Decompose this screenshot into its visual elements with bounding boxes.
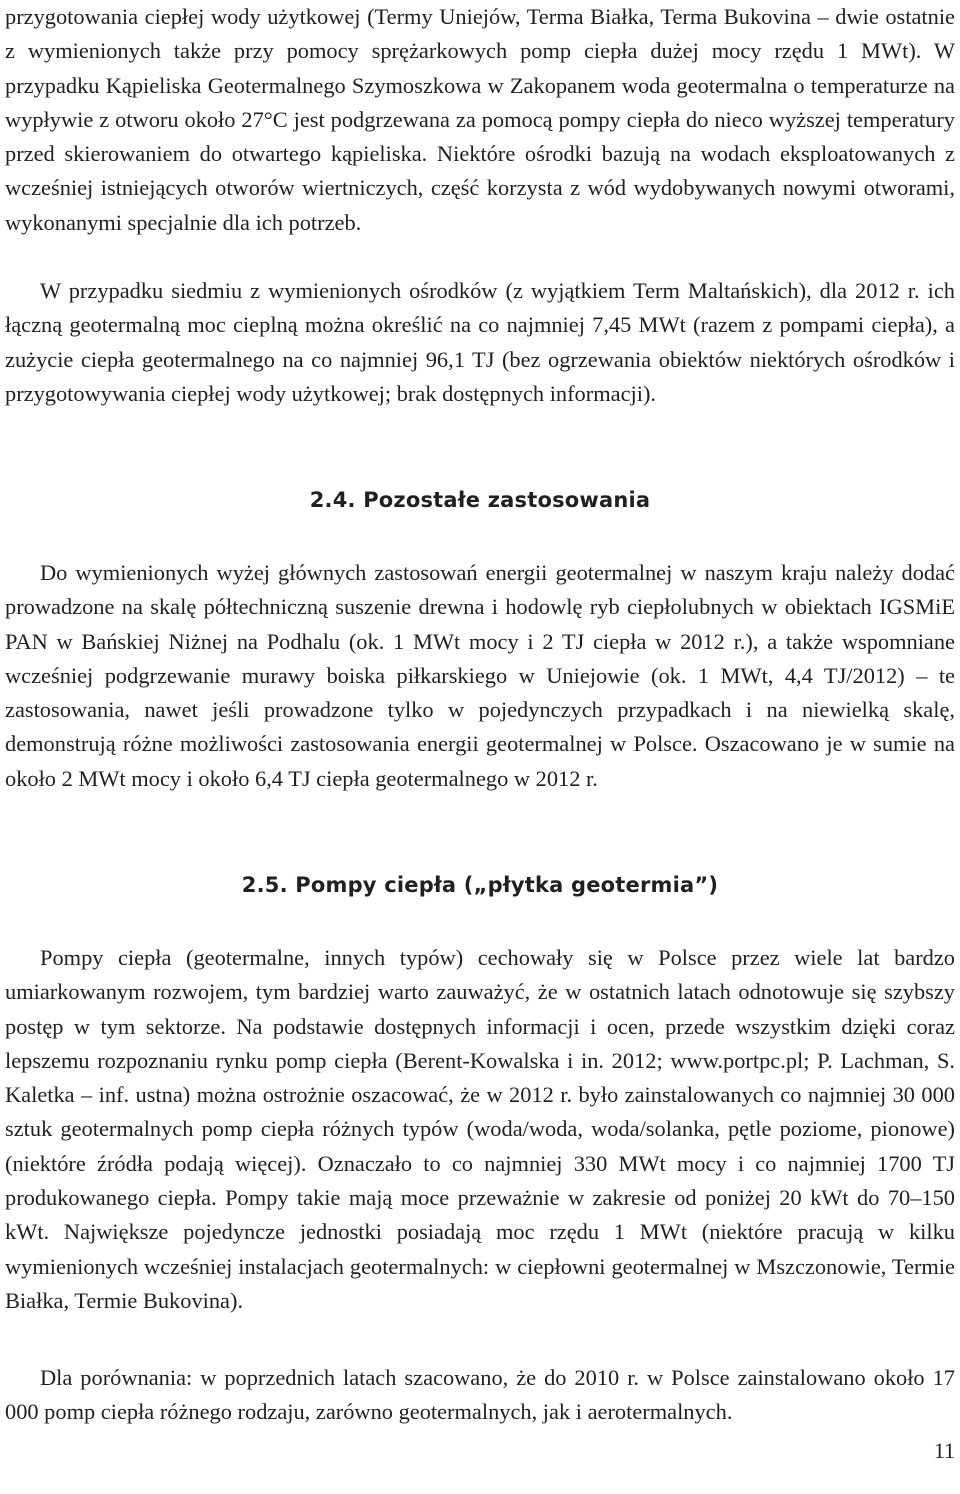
body-paragraph: przygotowania ciepłej wody użytkowej (Termy Uniejów, Terma Białka, Terma Bukovina – dwie ostatnie z wymienionych także przy pomocy sprężarkowych pomp ciepła dużej mocy rzędu 1 MWt). W przypadku Kąpieliska Geotermalnego Szymoszkowa w Zakopanem woda geotermalna o temperaturze na wypływie z otworu około 27°C jest podgrzewana za pomocą pompy ciepła do nieco wyższej temperatury przed skierowaniem do otwartego kąpieliska. Niektóre ośrodki bazują na wodach eksploatowanych z wcześniej istniejących otworów wiertniczych, część korzysta z wód wydobywanych nowymi otworami, wykonanymi specjalnie dla ich potrzeb. <box>5 4 955 235</box>
body-paragraph: Dla porównania: w poprzednich latach szacowano, że do 2010 r. w Polsce zainstalowano około 17 000 pomp ciepła różnego rodzaju, zarówno geotermalnych, jak i aerotermalnych. <box>5 1365 955 1425</box>
body-paragraph: W przypadku siedmiu z wymienionych ośrodków (z wyjątkiem Term Maltańskich), dla 2012 r. ich łączną geotermalną moc cieplną można określić na co najmniej 7,45 MWt (razem z pompami ciepła), a zużycie ciepła geotermalnego na co najmniej 96,1 TJ (bez ogrzewania obiektów niektórych ośrodków i przygotowywania ciepłej wody użytkowej; brak dostępnych informacji). <box>5 278 955 406</box>
body-paragraph: Pompy ciepła (geotermalne, innych typów) cechowały się w Polsce przez wiele lat bardzo umiarkowanym rozwojem, tym bardziej warto zauważyć, że w ostatnich latach odnotowuje się szybszy postęp w tym sektorze. Na podstawie dostępnych informacji i ocen, przede wszystkim dzięki coraz lepszemu rozpoznaniu rynku pomp ciepła (Berent-Kowalska i in. 2012; www.portpc.pl; P. Lachman, S. Kaletka – inf. ustna) można ostrożnie oszacować, że w 2012 r. było zainstalowanych co najmniej 30 000 sztuk geotermalnych pomp ciepła różnych typów (woda/woda, woda/solanka, pętle poziome, pionowe) (niektóre źródła podają więcej). Oznaczało to co najmniej 330 MWt mocy i co najmniej 1700 TJ produkowanego ciepła. Pompy takie mają moce przeważnie w zakresie od poniżej 20 kWt do 70–150 kWt. Największe pojedyncze jednostki posiadają moc rzędu 1 MWt (niektóre pracują w kilku wymienionych wcześniej instalacjach geotermalnych: w ciepłowni geotermalnej w Mszczonowie, Termie Białka, Termie Bukovina). <box>5 945 955 1313</box>
section-heading: 2.4. Pozostałe zastosowania <box>309 488 651 512</box>
body-paragraph: Do wymienionych wyżej głównych zastosowań energii geotermalnej w naszym kraju należy dodać prowadzone na skalę półtechniczną suszenie drewna i hodowlę ryb ciepłolubnych w obiektach IGSMiE PAN w Bańskiej Niżnej na Podhalu (ok. 1 MWt mocy i 2 TJ ciepła w 2012 r.), a także wspomniane wcześniej podgrzewanie murawy boiska piłkarskiego w Uniejowie (ok. 1 MWt, 4,4 TJ/2012) – te zastosowania, nawet jeśli prowadzone tylko w pojedynczych przypadkach i na niewielką skalę, demonstrują różne możliwości zastosowania energii geotermalnej w Polsce. Oszacowano je w sumie na około 2 MWt mocy i około 6,4 TJ ciepła geotermalnego w 2012 r. <box>5 560 955 791</box>
section-heading: 2.5. Pompy ciepła („płytka geotermia”) <box>241 873 719 897</box>
page-number: 11 <box>933 1438 955 1463</box>
